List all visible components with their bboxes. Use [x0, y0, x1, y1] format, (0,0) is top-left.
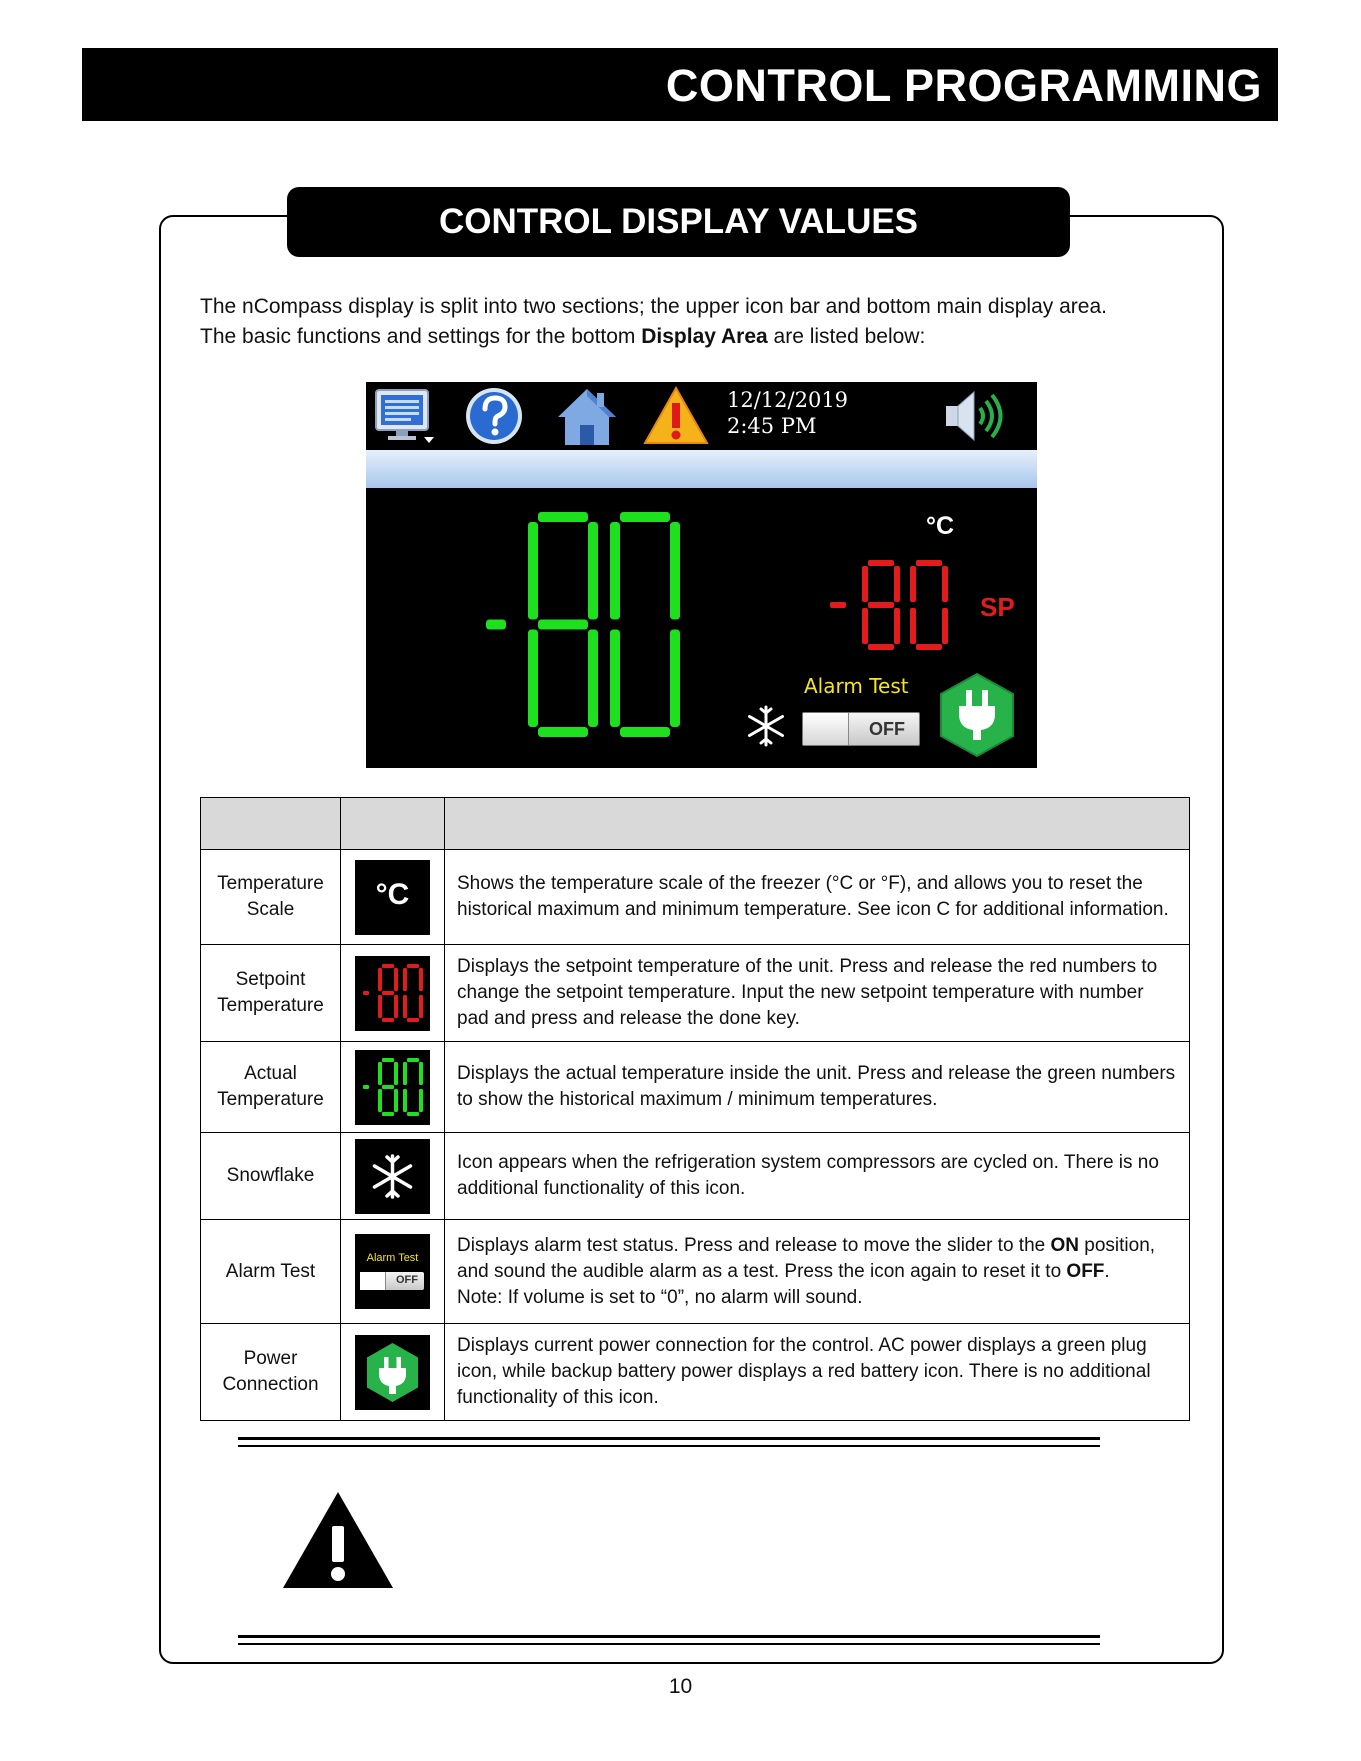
alarm-desc-mid: position, and sound the audible alarm as a test. Press the icon again to reset it to — [457, 1234, 1156, 1282]
time-readout: 2:45 PM — [727, 414, 817, 438]
table-row — [201, 1324, 1190, 1421]
alarm-warning-icon[interactable] — [643, 385, 709, 445]
actual-digit-segment — [588, 630, 598, 728]
snowflake-icon — [355, 1139, 430, 1214]
alarm-desc-on: ON — [1050, 1234, 1079, 1256]
small-actual-digit-segment — [403, 1062, 407, 1085]
intro-line-2-pre: The basic functions and settings for the bottom — [200, 325, 642, 348]
alarm-test-icon-state: OFF — [396, 1274, 418, 1286]
row-description: Shows the temperature scale of the freezer (°C or °F), and allows you to reset the historical maximum and minimum temperature. See icon C for additional information. — [445, 850, 1190, 945]
small-setpoint-digit-segment — [407, 1018, 419, 1022]
row-icon-cell — [341, 850, 445, 945]
small-setpoint-digit-segment — [378, 968, 382, 991]
row-icon-cell — [341, 1324, 445, 1421]
actual-digit-segment — [538, 512, 588, 522]
small-actual-digit-segment — [382, 1085, 394, 1089]
toggle-state: OFF — [869, 719, 905, 739]
table-row — [201, 945, 1190, 1042]
setpoint-digit-segment — [862, 608, 868, 644]
caution-warning-icon — [281, 1490, 395, 1590]
setpoint-digit-segment — [868, 602, 894, 608]
row-name: Actual Temperature — [201, 1042, 341, 1133]
header-bar — [82, 48, 1278, 121]
alarm-desc-note: Note: If volume is set to “0”, no alarm will sound. — [457, 1286, 863, 1308]
row-icon-cell — [341, 945, 445, 1042]
small-actual-digit-segment — [394, 1062, 398, 1085]
monitor-menu-icon[interactable] — [374, 388, 436, 446]
setpoint-digit-segment — [868, 644, 894, 650]
row-icon-cell — [341, 1220, 445, 1324]
speaker-icon[interactable] — [942, 386, 1008, 446]
alarm-desc-off: OFF — [1066, 1260, 1105, 1282]
setpoint-digit-segment — [862, 566, 868, 602]
table-header-icon — [341, 798, 445, 850]
setpoint-digit-segment — [894, 608, 900, 644]
small-setpoint-digit-segment — [394, 995, 398, 1018]
small-setpoint-digit-segment — [407, 964, 419, 968]
table-header-row — [201, 798, 1190, 850]
small-setpoint-digit-segment — [419, 995, 423, 1018]
celsius-icon — [355, 860, 430, 935]
actual-digit-segment — [588, 522, 598, 620]
row-description: Icon appears when the refrigeration system compressors are cycled on. There is no additional functionality of this icon. — [445, 1133, 1190, 1220]
small-actual-digit-segment — [394, 1089, 398, 1112]
setpoint-digit-segment — [942, 608, 948, 644]
actual-temperature-display[interactable] — [476, 512, 696, 742]
caution-rule-top — [238, 1437, 1100, 1440]
intro-line-1: The nCompass display is split into two sections; the upper icon bar and bottom main display area. — [200, 295, 1107, 318]
actual-digit-segment — [538, 727, 588, 737]
celsius-icon-text: °C — [375, 877, 410, 911]
small-setpoint-digit-segment — [382, 991, 394, 995]
ncompass-screen — [366, 382, 1037, 768]
actual-digit-segment — [620, 727, 670, 737]
alarm-test-icon-knob — [360, 1272, 386, 1290]
alarm-desc-end: . — [1104, 1260, 1110, 1282]
alarm-test-icon — [355, 1234, 430, 1309]
small-setpoint-digit-segment — [403, 995, 407, 1018]
actual-digit-segment — [670, 630, 680, 728]
setpoint-label: SP — [980, 592, 1015, 622]
home-icon[interactable] — [556, 385, 618, 447]
small-setpoint-digit-segment — [403, 968, 407, 991]
small-actual-digit-segment — [407, 1058, 419, 1062]
actual-digit-segment — [670, 522, 680, 620]
row-icon-cell — [341, 1133, 445, 1220]
date-readout: 12/12/2019 — [727, 388, 849, 412]
help-icon[interactable] — [463, 385, 525, 447]
row-name: Alarm Test — [201, 1220, 341, 1324]
small-actual-digit-segment — [382, 1058, 394, 1062]
display-values-table — [200, 797, 1190, 1421]
setpoint-digit-segment — [910, 608, 916, 644]
small-actual-digit-segment — [419, 1062, 423, 1085]
small-actual-digit-segment — [382, 1112, 394, 1116]
setpoint-digit-segment — [916, 644, 942, 650]
setpoint-temperature-display[interactable] — [824, 560, 974, 652]
row-name: Power Connection — [201, 1324, 341, 1421]
small-actual-digit-segment — [363, 1085, 369, 1089]
setpoint-digit-segment — [868, 560, 894, 566]
table-row — [201, 1220, 1190, 1324]
intro-paragraph — [200, 292, 1190, 352]
power-plug-icon — [355, 1335, 430, 1410]
table-header-name — [201, 798, 341, 850]
small-setpoint-digit-segment — [394, 968, 398, 991]
caution-rule-top-2 — [238, 1445, 1100, 1447]
actual-digit-segment — [538, 620, 588, 630]
small-actual-digit-segment — [378, 1062, 382, 1085]
small-setpoint-digit-segment — [419, 968, 423, 991]
small-actual-digit-segment — [419, 1089, 423, 1112]
small-setpoint-digit-segment — [382, 964, 394, 968]
power-plug-icon — [938, 672, 1016, 758]
alarm-test-icon-label: Alarm Test — [366, 1252, 419, 1264]
temperature-scale-button[interactable]: °C — [926, 512, 955, 540]
caution-rule-bottom-2 — [238, 1643, 1100, 1645]
row-icon-cell — [341, 1042, 445, 1133]
alarm-test-label: Alarm Test — [804, 674, 909, 698]
setpoint-digit-segment — [894, 566, 900, 602]
intro-line-2-post: are listed below: — [767, 325, 926, 348]
row-description: Displays current power connection for the control. AC power displays a green plug icon, while backup battery power displays a red battery icon. There is no additional functionality of this icon. — [445, 1324, 1190, 1421]
table-row — [201, 1042, 1190, 1133]
actual-digit-segment — [528, 522, 538, 620]
setpoint-digit-segment — [910, 566, 916, 602]
row-name: Snowflake — [201, 1133, 341, 1220]
icon-bar — [366, 382, 1037, 450]
page-number: 10 — [668, 1675, 693, 1698]
row-description: Displays the setpoint temperature of the unit. Press and release the red numbers to change the setpoint temperature. Input the new setpoint temperature with number pad and press and release the done key. — [445, 945, 1190, 1042]
row-name: Temperature Scale — [201, 850, 341, 945]
section-title: CONTROL DISPLAY VALUES — [287, 187, 1070, 257]
table-header-description — [445, 798, 1190, 850]
actual-digit-segment — [610, 630, 620, 728]
intro-line-2 — [200, 322, 1190, 352]
alarm-desc-pre: Displays alarm test status. Press and release to move the slider to the — [457, 1234, 1051, 1256]
alarm-test-toggle[interactable] — [802, 712, 920, 746]
row-name: Setpoint Temperature — [201, 945, 341, 1042]
small-setpoint-digit-segment — [382, 1018, 394, 1022]
intro-line-2-bold: Display Area — [641, 325, 768, 348]
small-actual-digit-segment — [378, 1089, 382, 1112]
snowflake-icon — [744, 704, 788, 748]
row-description — [445, 1220, 1190, 1324]
setpoint-digit-segment — [916, 560, 942, 566]
date-time — [727, 387, 848, 439]
actual-digit-segment — [620, 512, 670, 522]
status-bar — [366, 450, 1037, 488]
caution-rule-bottom — [238, 1635, 1100, 1638]
small-actual-digit-segment — [403, 1089, 407, 1112]
small-setpoint-digit-segment — [378, 995, 382, 1018]
actual-digits-icon — [355, 1050, 430, 1125]
setpoint-digits-icon — [355, 956, 430, 1031]
table-row — [201, 1133, 1190, 1220]
table-row — [201, 850, 1190, 945]
setpoint-digit-segment — [830, 602, 846, 608]
toggle-knob[interactable] — [803, 713, 849, 745]
setpoint-digit-segment — [942, 566, 948, 602]
small-setpoint-digit-segment — [363, 991, 369, 995]
small-actual-digit-segment — [407, 1112, 419, 1116]
actual-digit-segment — [610, 522, 620, 620]
row-description: Displays the actual temperature inside the unit. Press and release the green numbers to show the historical maximum / minimum temperatures. — [445, 1042, 1190, 1133]
actual-digit-segment — [528, 630, 538, 728]
actual-digit-segment — [486, 620, 506, 630]
alarm-test-icon-toggle — [360, 1272, 424, 1290]
page-title: CONTROL PROGRAMMING — [665, 60, 1262, 111]
